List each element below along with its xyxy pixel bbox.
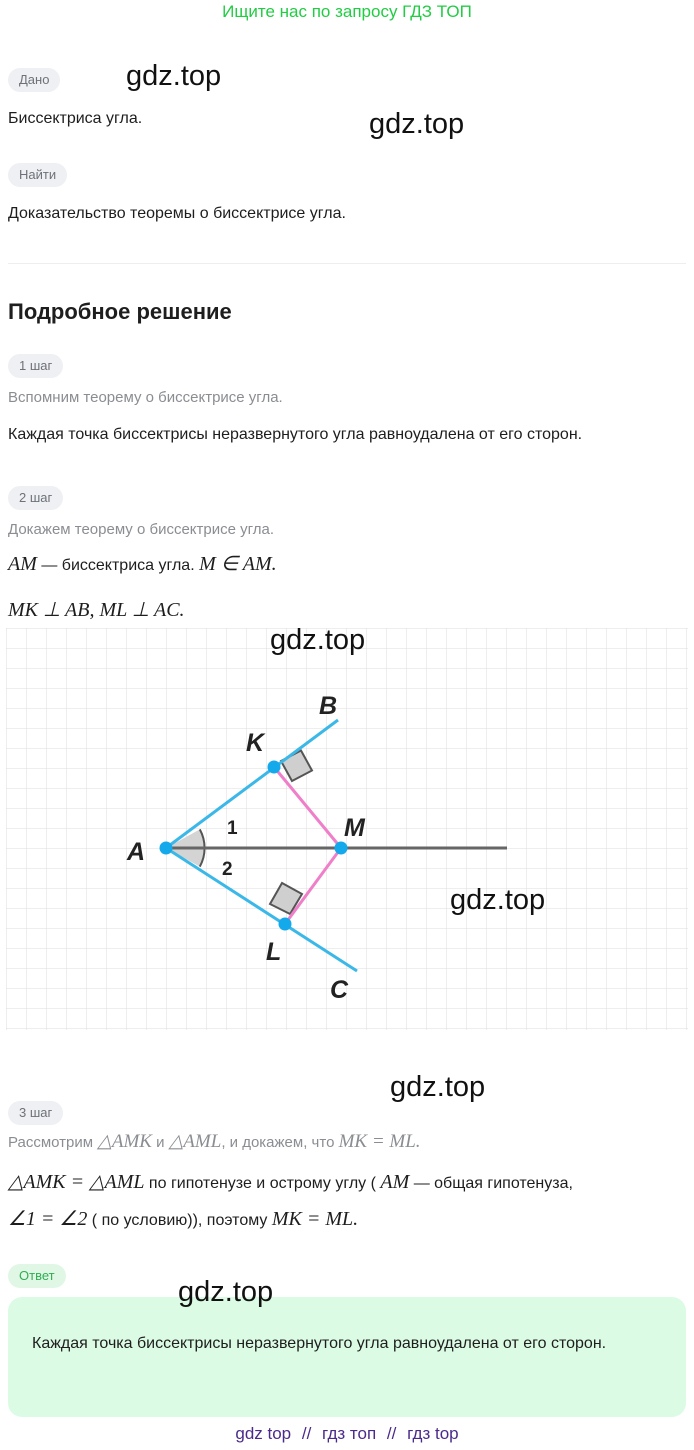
step1-text: Каждая точка биссектрисы неразвернутого угла равноудалена от его сторон. <box>8 426 583 443</box>
math-expression: △AML <box>168 1131 222 1152</box>
point-k <box>268 761 281 774</box>
section-divider <box>8 263 686 264</box>
step3-line2 <box>8 1208 358 1232</box>
step3-hint-text: и <box>151 1134 169 1151</box>
footer-link-gdz-top-ru[interactable]: гдз топ <box>322 1424 377 1443</box>
label-a: A <box>127 838 146 866</box>
bisector-figure <box>6 628 688 1030</box>
math-expression: M ∈ AM. <box>199 553 277 575</box>
step3-line1 <box>8 1171 573 1195</box>
watermark: gdz.top <box>390 1071 486 1103</box>
label-b: B <box>319 692 338 720</box>
footer-links <box>0 1424 694 1444</box>
angle-label-1: 1 <box>227 818 238 839</box>
label-c: C <box>330 976 349 1004</box>
watermark: gdz.top <box>270 624 366 656</box>
step2-line1-text: — биссектриса угла. <box>36 557 200 574</box>
point-a <box>160 842 173 855</box>
step3-hint-text: , и докажем, что <box>221 1134 339 1151</box>
footer-separator: // <box>386 1424 397 1443</box>
watermark: gdz.top <box>178 1276 274 1308</box>
angle-label-2: 2 <box>222 859 233 880</box>
math-expression: AM <box>8 553 37 575</box>
step2-hint: Докажем теорему о биссектрисе угла. <box>8 521 275 538</box>
math-expression: MK = ML. <box>338 1131 421 1152</box>
step3-hint <box>8 1132 421 1153</box>
footer-link-gdz-top-mixed[interactable]: гдз top <box>407 1424 459 1443</box>
given-badge: Дано <box>8 68 60 92</box>
given-text: Биссектриса угла. <box>8 110 143 127</box>
find-text: Доказательство теоремы о биссектрисе угла. <box>8 205 346 222</box>
step3-badge: 3 шаг <box>8 1101 63 1125</box>
math-expression: AM <box>380 1171 410 1193</box>
point-m <box>335 842 348 855</box>
label-l: L <box>266 938 282 966</box>
step3-line1-text: по гипотенузе и острому углу ( <box>144 1175 381 1192</box>
step3-line1-text: — общая гипотенуза, <box>409 1175 573 1192</box>
step2-line2: MK ⊥ AB, ML ⊥ AC. <box>8 599 185 621</box>
watermark: gdz.top <box>450 884 546 916</box>
math-expression: △AMK = △AML <box>8 1171 145 1193</box>
search-banner: Ищите нас по запросу ГДЗ ТОП <box>222 2 472 21</box>
footer-link-gdz-top[interactable]: gdz top <box>235 1424 292 1443</box>
math-expression: ∠1 = ∠2 <box>8 1208 88 1230</box>
label-m: M <box>344 814 365 842</box>
watermark: gdz.top <box>126 60 222 92</box>
step2-line1 <box>8 553 277 577</box>
step1-badge: 1 шаг <box>8 354 63 378</box>
math-expression: △AMK <box>97 1131 152 1152</box>
answer-text: Каждая точка биссектрисы неразвернутого угла равноудалена от его сторон. <box>32 1335 607 1352</box>
point-l <box>279 918 292 931</box>
label-k: K <box>246 729 265 757</box>
step3-line2-text: ( по условию)), поэтому <box>87 1212 272 1229</box>
find-badge: Найти <box>8 163 67 187</box>
answer-badge: Ответ <box>8 1264 66 1288</box>
step3-hint-text: Рассмотрим <box>8 1134 98 1151</box>
watermark: gdz.top <box>369 108 465 140</box>
solution-title: Подробное решение <box>8 299 232 324</box>
footer-separator: // <box>301 1424 312 1443</box>
step2-badge: 2 шаг <box>8 486 63 510</box>
math-expression: MK = ML. <box>271 1208 359 1230</box>
step1-hint: Вспомним теорему о биссектрисе угла. <box>8 389 283 406</box>
